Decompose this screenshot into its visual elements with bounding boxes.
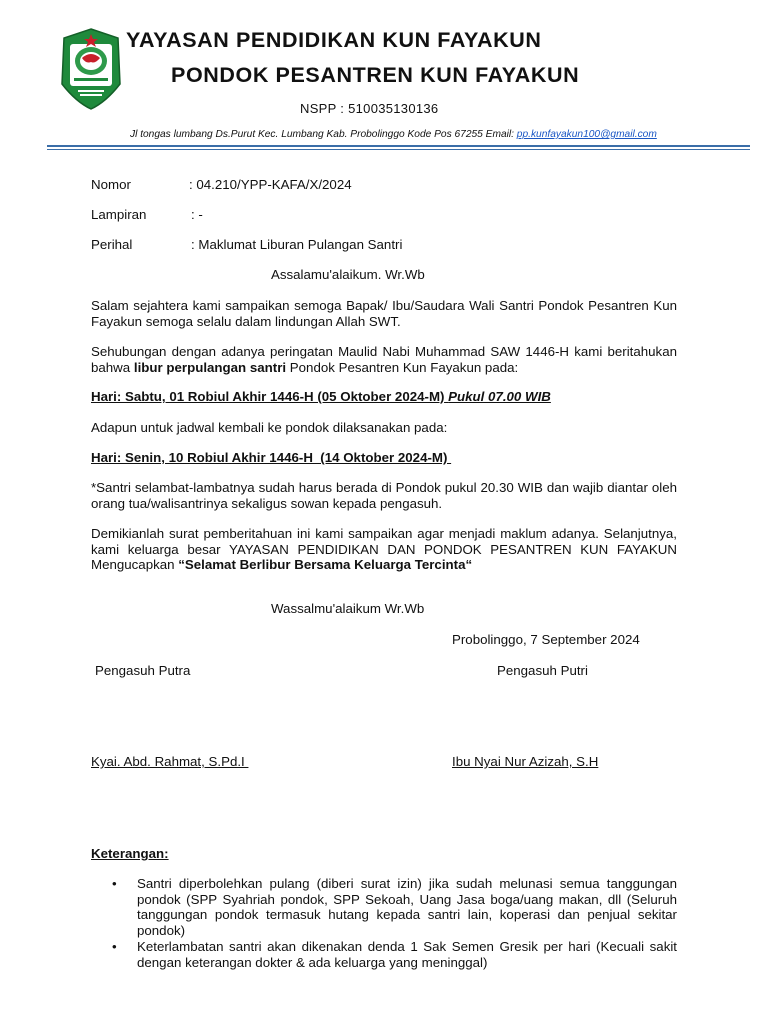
return-date: Hari: Senin, 10 Robiul Akhir 1446-H (14 Oktober 2024-M) — [91, 450, 452, 465]
return-intro: Adapun untuk jadwal kembali ke pondok dilaksanakan pada: — [91, 420, 448, 435]
departure-day: Hari: Sabtu, 01 Robiul Akhir 1446-H (05 Oktober 2024-M) — [91, 389, 445, 404]
sign-right-title: Pengasuh Putri — [497, 663, 588, 678]
closing-text: Demikianlah surat pemberitahuan ini kami sampaikan agar menjadi maklum adanya. Selanjutnya, kami keluarga besar YAYASAN PENDIDIKAN DAN PONDOK PESANTREN KUN FAYAKUN Mengucapkan — [91, 526, 677, 572]
perihal-value: : Maklumat Liburan Pulangan Santri — [191, 237, 403, 252]
sign-left-title: Pengasuh Putra — [95, 663, 191, 678]
header-divider-thin — [47, 149, 750, 150]
announcement-text-end: Pondok Pesantren Kun Fayakun pada: — [286, 359, 519, 375]
announcement-text: Sehubungan dengan adanya peringatan Maulid Nabi Muhammad SAW 1446-H kami beritahukan bahwa — [91, 344, 677, 375]
address-line — [130, 129, 657, 140]
email-link[interactable]: pp.kunfayakun100@gmail.com — [516, 129, 657, 140]
closing-paragraph — [91, 526, 677, 573]
nomor-value: : 04.210/YPP-KAFA/X/2024 — [189, 177, 352, 192]
sign-right-name: Ibu Nyai Nur Azizah, S.H — [452, 754, 599, 769]
notes-list — [91, 876, 677, 971]
nspp-number: NSPP : 510035130136 — [300, 101, 439, 116]
closing-wish: “Selamat Berlibur Bersama Keluarga Tercinta“ — [178, 557, 473, 572]
announcement-bold: libur perpulangan santri — [133, 359, 287, 375]
org-name-line2: PONDOK PESANTREN KUN FAYAKUN — [171, 63, 580, 87]
departure-date — [91, 389, 551, 405]
opening-paragraph: Salam sejahtera kami sampaikan semoga Bapak/ Ibu/Saudara Wali Santri Pondok Pesantren Kun Fayakun semoga selalu dalam lindungan Allah SWT. — [91, 298, 677, 329]
sign-left-name: Kyai. Abd. Rahmat, S.Pd.I — [91, 754, 249, 769]
header-divider — [47, 145, 750, 147]
greeting: Assalamu'alaikum. Wr.Wb — [271, 267, 425, 282]
list-item: • Keterlambatan santri akan dikenakan denda 1 Sak Semen Gresik per hari (Kecuali sakit dengan keterangan dokter & ada keluarga yang meninggal) — [137, 939, 677, 970]
nomor-label: Nomor — [91, 177, 131, 192]
closing-salam: Wassalmu'alaikum Wr.Wb — [271, 601, 425, 616]
announcement-paragraph — [91, 344, 677, 375]
return-note: *Santri selambat-lambatnya sudah harus berada di Pondok pukul 20.30 WIB dan wajib diantar oleh orang tua/walisantrinya sekaligus sowan kepada pengasuh. — [91, 480, 677, 511]
org-name-line1: YAYASAN PENDIDIKAN KUN FAYAKUN — [126, 28, 542, 52]
lampiran-value: : - — [191, 207, 203, 222]
lampiran-label: Lampiran — [91, 207, 147, 222]
pesantren-crest-icon — [60, 28, 122, 110]
perihal-label: Perihal — [91, 237, 133, 252]
list-item: • Santri diperbolehkan pulang (diberi surat izin) jika sudah melunasi semua tanggungan pondok (SPP Syahriah pondok, SPP Sekoah, Uang Jasa boga/uang makan, dll (Seluruh tanggungan pondok termasuk hutang kepada santri lain, koperasi dan penjual sekitar pondok) — [137, 876, 677, 938]
place-date: Probolinggo, 7 September 2024 — [452, 632, 640, 647]
departure-time: Pukul 07.00 WIB — [448, 389, 551, 404]
address-text: Jl tongas lumbang Ds.Purut Kec. Lumbang Kab. Probolinggo Kode Pos 67255 Email: — [130, 129, 517, 140]
notes-title: Keterangan: — [91, 846, 169, 861]
